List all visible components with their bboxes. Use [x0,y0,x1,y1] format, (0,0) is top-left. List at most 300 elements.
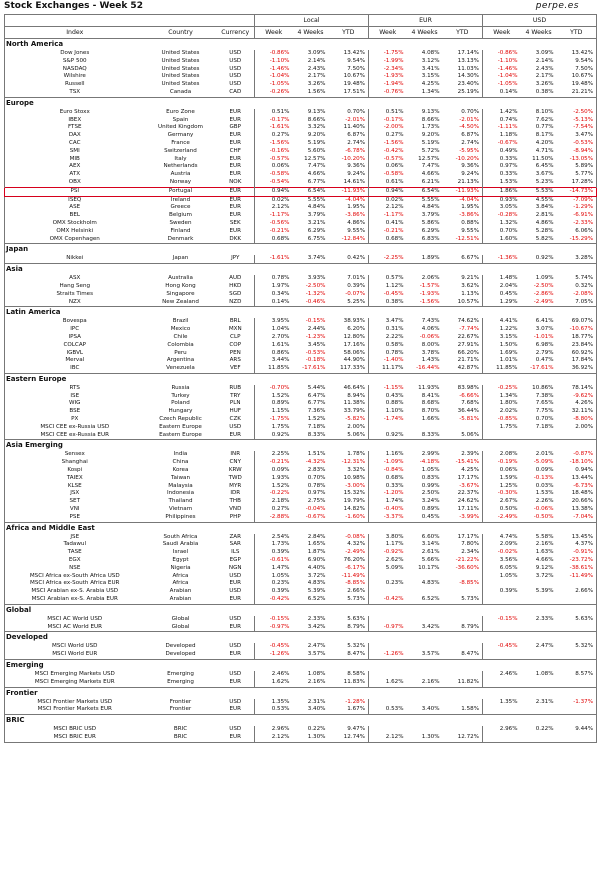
cell-usd-4weeks: 0.70% [535,416,554,423]
cell-local-4weeks: 6.29% [307,227,326,234]
cell-local-ytd: 9.55% [347,227,366,234]
cell-usd-week [483,651,521,659]
cell-usd-week: 0.74% [483,117,521,125]
cell-country: Thailand [168,498,193,505]
cell-usd-week: -1.46% [483,66,521,74]
cell-usd-ytd: 18.48% [557,490,597,498]
cell-usd-4weeks: 0.03% [535,482,554,489]
cell-eur-week: 2.12% [369,204,407,212]
cell-eur-ytd: 6.67% [461,255,480,262]
cell-eur-4weeks: 0.45% [421,513,440,520]
cell-eur-ytd: 7.80% [461,541,480,548]
cell-country: Taiwan [170,474,191,481]
cell-local-4weeks: 3.72% [307,572,326,579]
cell-eur-ytd: -5.95% [459,147,480,154]
cell-eur-4weeks [407,699,443,707]
cell-eur-4weeks: 3.57% [421,651,440,658]
cell-usd-week: 1.42% [483,109,521,117]
group-local: Local [255,15,369,27]
cell-usd-ytd: 69.07% [557,318,597,326]
table-row [5,679,597,687]
cell-local-4weeks: 9.13% [307,108,326,115]
cell-local-week: 2.54% [255,534,293,542]
cell-currency: RUB [229,384,242,391]
cell-index: MSCI World USD [5,643,145,651]
cell-usd-4weeks: 5.58% [535,533,554,540]
cell-currency: USD [229,726,242,733]
cell-eur-4weeks: 7.47% [421,163,440,170]
cell-local-week: -0.54% [255,179,293,187]
cell-eur-ytd: 12.72% [443,734,483,742]
cell-local-4weeks: 2.16% [307,678,326,685]
cell-index: Merval [5,357,145,365]
cell-usd-ytd: -1.29% [557,204,597,212]
cell-eur-4weeks: 3.41% [421,65,440,72]
cell-eur-4weeks: 1.66% [421,416,440,423]
cell-local-4weeks: -0.67% [305,513,326,520]
cell-index: NASDAQ [5,66,145,74]
cell-usd-ytd: -0.87% [557,451,597,459]
cell-local-4weeks: 5.19% [307,139,326,146]
cell-country: Euro Zone [166,108,195,115]
section-title: Frontier [5,687,597,699]
col-local-ytd: YTD [329,27,369,39]
cell-eur-4weeks: 5.66% [421,557,440,564]
cell-local-week: -0.22% [255,490,293,498]
cell-eur-4weeks: 4.84% [421,204,440,211]
cell-usd-4weeks: 2.16% [535,541,554,548]
cell-eur-week: 0.68% [369,236,407,244]
cell-country: Singapore [166,290,195,297]
cell-usd-ytd: -0.53% [557,140,597,148]
cell-index: CAC [5,140,145,148]
cell-local-ytd: 38.93% [343,318,366,325]
cell-usd-4weeks: 2.81% [535,212,554,219]
table-row [5,109,597,117]
cell-index: OMX Helsinki [5,228,145,236]
cell-eur-4weeks: -1.56% [419,298,440,305]
cell-usd-4weeks [521,432,557,440]
cell-local-4weeks: 8.66% [307,116,326,123]
cell-eur-4weeks: 3.12% [421,57,440,64]
cell-local-ytd: -6.78% [345,147,366,154]
cell-local-week: -0.86% [255,50,293,58]
cell-eur-4weeks: -16.44% [416,365,440,372]
cell-eur-4weeks: 0.83% [421,474,440,481]
cell-currency: MYR [229,482,242,489]
cell-local-ytd: 9.24% [347,171,366,178]
cell-eur-week: 0.53% [369,706,407,714]
cell-local-week: -2.88% [255,514,293,522]
table-row [5,393,597,401]
cell-local-ytd: -3.86% [345,212,366,219]
cell-usd-week: 11.85% [483,365,521,373]
cell-local-week: 0.92% [255,432,293,440]
cell-currency: COP [229,341,242,348]
cell-usd-week [483,624,521,632]
cell-eur-4weeks: 2.99% [421,451,440,458]
cell-usd-week: 2.96% [483,726,521,734]
cell-eur-week: 1.74% [369,498,407,506]
cell-index: JSE [5,534,145,542]
cell-eur-week: 2.22% [369,334,407,342]
table-row [5,357,597,365]
cell-usd-ytd: -6.73% [557,483,597,491]
cell-local-ytd: 2.74% [347,139,366,146]
cell-local-week: 1.93% [255,475,293,483]
cell-local-ytd: -3.00% [345,482,366,489]
cell-local-ytd: 2.00% [347,423,366,430]
cell-eur-week: -2.34% [369,66,407,74]
cell-usd-ytd: 21.21% [557,89,597,97]
cell-currency: CHF [229,147,241,154]
table-row [5,81,597,89]
cell-usd-ytd: 8.57% [557,671,597,679]
cell-local-week: -0.97% [255,624,293,632]
section-title: Emerging [5,660,597,672]
cell-currency: USD [229,643,242,650]
cell-usd-ytd: 17.84% [557,357,597,365]
cell-usd-ytd: -7.04% [557,514,597,522]
cell-local-week: -0.58% [255,171,293,179]
cell-index: KLSE [5,483,145,491]
cell-local-week: 0.09% [255,467,293,475]
table-row [5,365,597,373]
table-row [5,196,597,204]
group-eur: EUR [369,15,483,27]
cell-usd-ytd: 13.44% [557,475,597,483]
cell-eur-ytd: 14.30% [457,73,480,80]
cell-usd-ytd: 0.32% [557,283,597,291]
cell-local-ytd: 33.79% [343,408,366,415]
cell-country: Emerging [167,678,194,685]
cell-usd-ytd: -9.62% [557,393,597,401]
cell-local-week: -1.75% [255,416,293,424]
cell-country: New Zealand [162,298,199,305]
cell-usd-ytd: 7.05% [557,299,597,307]
cell-eur-ytd: -7.74% [459,326,480,333]
cell-currency: USD [229,57,242,64]
cell-currency: VND [229,506,242,513]
cell-country: Ireland [170,196,191,203]
cell-local-ytd: -2.01% [345,116,366,123]
cell-eur-4weeks: 8.33% [421,431,440,438]
cell-eur-4weeks [407,726,443,734]
cell-currency: EUR [229,623,241,630]
cell-local-week: 0.51% [255,109,293,117]
cell-currency: USD [229,615,242,622]
cell-local-4weeks: 5.44% [307,384,326,391]
cell-usd-ytd: 7.50% [557,66,597,74]
cell-eur-4weeks: 5.55% [421,196,440,203]
cell-local-ytd: 8.58% [347,671,366,677]
cell-eur-week [369,573,407,581]
cell-usd-4weeks: 2.17% [535,73,554,80]
cell-usd-ytd: -2.33% [557,220,597,228]
cell-usd-week: 3.15% [483,334,521,342]
cell-usd-ytd [557,679,597,687]
cell-currency: HUF [229,408,242,415]
table-row [5,699,597,707]
cell-country: Russia [171,384,190,391]
cell-usd-week: -0.15% [483,616,521,624]
cell-local-4weeks: 1.56% [307,88,326,95]
cell-usd-ytd: 4.26% [557,400,597,408]
cell-eur-week: -1.99% [369,58,407,66]
cell-usd-ytd: 5.32% [557,643,597,651]
cell-eur-week: 0.68% [369,475,407,483]
cell-usd-week: 2.04% [483,283,521,291]
cell-usd-week: 3.56% [483,557,521,565]
cell-usd-week: 2.08% [483,451,521,459]
cell-usd-week: -0.19% [483,459,521,467]
cell-usd-4weeks: 7.62% [535,116,554,123]
cell-eur-week: -1.40% [369,357,407,365]
cell-eur-week [369,588,407,596]
cell-currency: USD [229,572,242,579]
cell-usd-4weeks: -2.86% [533,290,554,297]
cell-country: Hong Kong [165,282,196,289]
cell-country: Chile [173,333,188,340]
cell-local-week: 1.61% [255,342,293,350]
cell-eur-4weeks: 2.61% [421,549,440,556]
cell-index: Euro Stoxx [5,109,145,117]
cell-country: Frontier [169,706,192,713]
cell-eur-4weeks: 1.05% [421,467,440,474]
cell-local-ytd: 58.06% [343,349,366,356]
section-header [5,307,597,319]
cell-index: NSE [5,565,145,573]
cell-local-week: 0.34% [255,291,293,299]
cell-index: MSCI AC World EUR [5,624,145,632]
cell-local-ytd: 0.70% [347,108,366,115]
cell-local-week: 0.06% [255,163,293,171]
cell-eur-ytd: -3.99% [459,513,480,520]
cell-currency: EUR [229,196,241,203]
cell-eur-ytd: 22.67% [457,333,480,340]
cell-country: Turkey [171,392,190,399]
cell-currency: CZK [229,416,241,423]
cell-usd-week: 0.33% [483,156,521,164]
cell-usd-4weeks: 5.39% [535,588,554,595]
section-title: Asia [5,264,597,276]
cell-local-4weeks: 2.44% [307,326,326,333]
cell-country: Mexico [170,326,191,333]
cell-usd-4weeks: 1.63% [535,549,554,556]
cell-index: MSCI Arabian ex-S. Arabia EUR [5,596,145,604]
cell-eur-ytd: -3.67% [459,482,480,489]
cell-usd-ytd: 5.77% [557,171,597,179]
cell-usd-week: 0.33% [483,171,521,179]
table-row [5,212,597,220]
cell-usd-ytd: -5.13% [557,117,597,125]
cell-local-4weeks: 1.87% [307,549,326,556]
cell-eur-4weeks: 4.08% [421,50,440,56]
cell-eur-ytd: 17.11% [457,506,480,513]
cell-country: Netherlands [163,163,198,170]
cell-usd-week: -2.49% [483,514,521,522]
table-row [5,163,597,171]
cell-usd-ytd: 18.77% [557,334,597,342]
cell-eur-ytd: 22.37% [457,490,480,497]
cell-country: China [172,459,189,466]
cell-eur-week: 11.17% [369,365,407,373]
cell-country: Poland [171,400,190,407]
cell-eur-week: 0.88% [369,400,407,408]
cell-usd-4weeks: -0.50% [533,513,554,520]
cell-local-4weeks: 2.75% [307,498,326,505]
cell-usd-week: 1.50% [483,342,521,350]
cell-currency: EUR [229,651,241,658]
table-row [5,424,597,432]
cell-usd-week: -1.04% [483,73,521,81]
cell-local-ytd: 8.47% [347,651,366,658]
cell-local-4weeks: -0.18% [305,357,326,364]
cell-local-week: -1.56% [255,140,293,148]
cell-currency: BRL [229,318,241,325]
cell-eur-week: -1.26% [369,651,407,659]
cell-eur-ytd: -8.85% [459,580,480,587]
cell-eur-4weeks: -1.57% [419,282,440,289]
cell-usd-4weeks: -0.06% [533,506,554,513]
cell-local-ytd: 6.87% [347,132,366,139]
cell-currency: CLP [230,333,241,340]
cell-eur-4weeks: 7.43% [421,318,440,325]
section-title: BRIC [5,715,597,727]
cell-local-ytd: 14.82% [343,506,366,513]
section-header [5,715,597,727]
cell-usd-4weeks: 0.22% [535,726,554,733]
cell-local-week: 2.12% [255,204,293,212]
table-row [5,171,597,179]
cell-eur-4weeks: 6.21% [421,178,440,185]
cell-eur-week: 0.94% [369,187,407,196]
cell-eur-4weeks: 10.17% [418,564,440,571]
cell-usd-week: 0.97% [483,163,521,171]
cell-eur-week: -0.21% [369,228,407,236]
cell-usd-4weeks: 1.08% [535,671,554,677]
cell-local-4weeks: 3.45% [307,341,326,348]
cell-eur-4weeks: 0.89% [421,506,440,513]
cell-eur-4weeks [407,643,443,651]
cell-local-week: 0.39% [255,588,293,596]
cell-eur-4weeks: 6.29% [421,227,440,234]
cell-eur-week: -0.42% [369,596,407,604]
cell-eur-week: 1.10% [369,408,407,416]
cell-usd-week [483,580,521,588]
cell-local-ytd: 8.79% [347,623,366,630]
col-eur-week: Week [369,27,407,39]
table-row [5,66,597,74]
cell-local-4weeks: 4.66% [307,171,326,178]
cell-country: Italy [174,155,187,162]
cell-eur-4weeks: 3.24% [421,498,440,505]
table-row [5,616,597,624]
cell-usd-ytd: -2.08% [557,291,597,299]
section-header [5,373,597,385]
cell-eur-4weeks: 1.73% [421,124,440,131]
cell-eur-week: 0.33% [369,483,407,491]
cell-index: Tadawul [5,541,145,549]
cell-local-4weeks: 0.70% [307,474,326,481]
cell-local-ytd: -8.85% [345,580,366,587]
cell-local-4weeks: 2.43% [307,65,326,72]
cell-usd-week [483,734,521,742]
cell-eur-ytd: 13.13% [457,57,480,64]
cell-eur-ytd: 25.19% [457,88,480,95]
cell-local-4weeks: 6.77% [307,178,326,185]
cell-usd-ytd: -23.72% [557,557,597,565]
table-row [5,117,597,125]
cell-eur-week: 1.17% [369,541,407,549]
cell-local-week: -0.26% [255,89,293,97]
cell-country: Frontier [169,698,192,705]
table-row [5,408,597,416]
cell-usd-4weeks: 8.10% [535,108,554,115]
table-row [5,580,597,588]
cell-local-ytd: 5.73% [347,596,366,603]
cell-eur-ytd: 0.70% [461,108,480,115]
cell-local-4weeks: 4.83% [307,580,326,587]
cell-local-ytd: 11.38% [343,400,366,407]
cell-local-4weeks: 2.31% [307,698,326,705]
cell-country: Eastern Europe [159,431,202,438]
cell-usd-ytd: 36.92% [557,365,597,373]
cell-local-4weeks: 1.30% [293,734,329,742]
cell-eur-ytd: 1.13% [461,290,480,297]
cell-eur-ytd: 2.39% [461,451,480,458]
cell-usd-ytd: 3.47% [557,132,597,140]
cell-local-week: -1.04% [255,73,293,81]
cell-local-week: 0.27% [255,132,293,140]
cell-usd-4weeks: 0.92% [535,255,554,262]
cell-usd-4weeks [521,734,557,742]
cell-usd-week: 1.29% [483,299,521,307]
cell-eur-ytd: 9.55% [461,227,480,234]
stock-exchange-table [4,14,597,743]
cell-local-week: 1.05% [255,573,293,581]
cell-eur-4weeks: 1.43% [421,357,440,364]
table-body [5,39,597,743]
cell-eur-ytd: 5.06% [461,431,480,438]
cell-local-4weeks: 3.40% [307,706,326,713]
table-row [5,706,597,714]
cell-local-ytd: -0.08% [345,533,366,540]
cell-country: Denmark [167,235,194,242]
cell-local-ytd: 19.48% [343,81,366,88]
cell-currency: SEK [229,219,241,226]
cell-eur-ytd: -4.04% [459,196,480,203]
cell-local-week: -1.05% [255,81,293,89]
cell-usd-week: 0.14% [483,89,521,97]
cell-eur-4weeks: 3.15% [421,73,440,80]
cell-local-ytd: -12.84% [341,235,366,242]
cell-index: MSCI Frontier Markets EUR [5,706,145,714]
cell-local-week: 1.47% [255,565,293,573]
cell-local-week: -1.61% [255,255,293,263]
cell-country: South Africa [163,533,198,540]
section-header [5,660,597,672]
cell-usd-week: 2.02% [483,408,521,416]
cell-usd-week: -0.67% [483,140,521,148]
cell-local-4weeks: 4.40% [307,564,326,571]
cell-currency: USD [229,73,242,80]
cell-country: United States [161,81,200,88]
cell-eur-4weeks: 2.06% [421,275,440,282]
cell-usd-4weeks: 5.53% [521,187,557,196]
cell-country: Israel [172,549,189,556]
cell-usd-4weeks [521,624,557,632]
